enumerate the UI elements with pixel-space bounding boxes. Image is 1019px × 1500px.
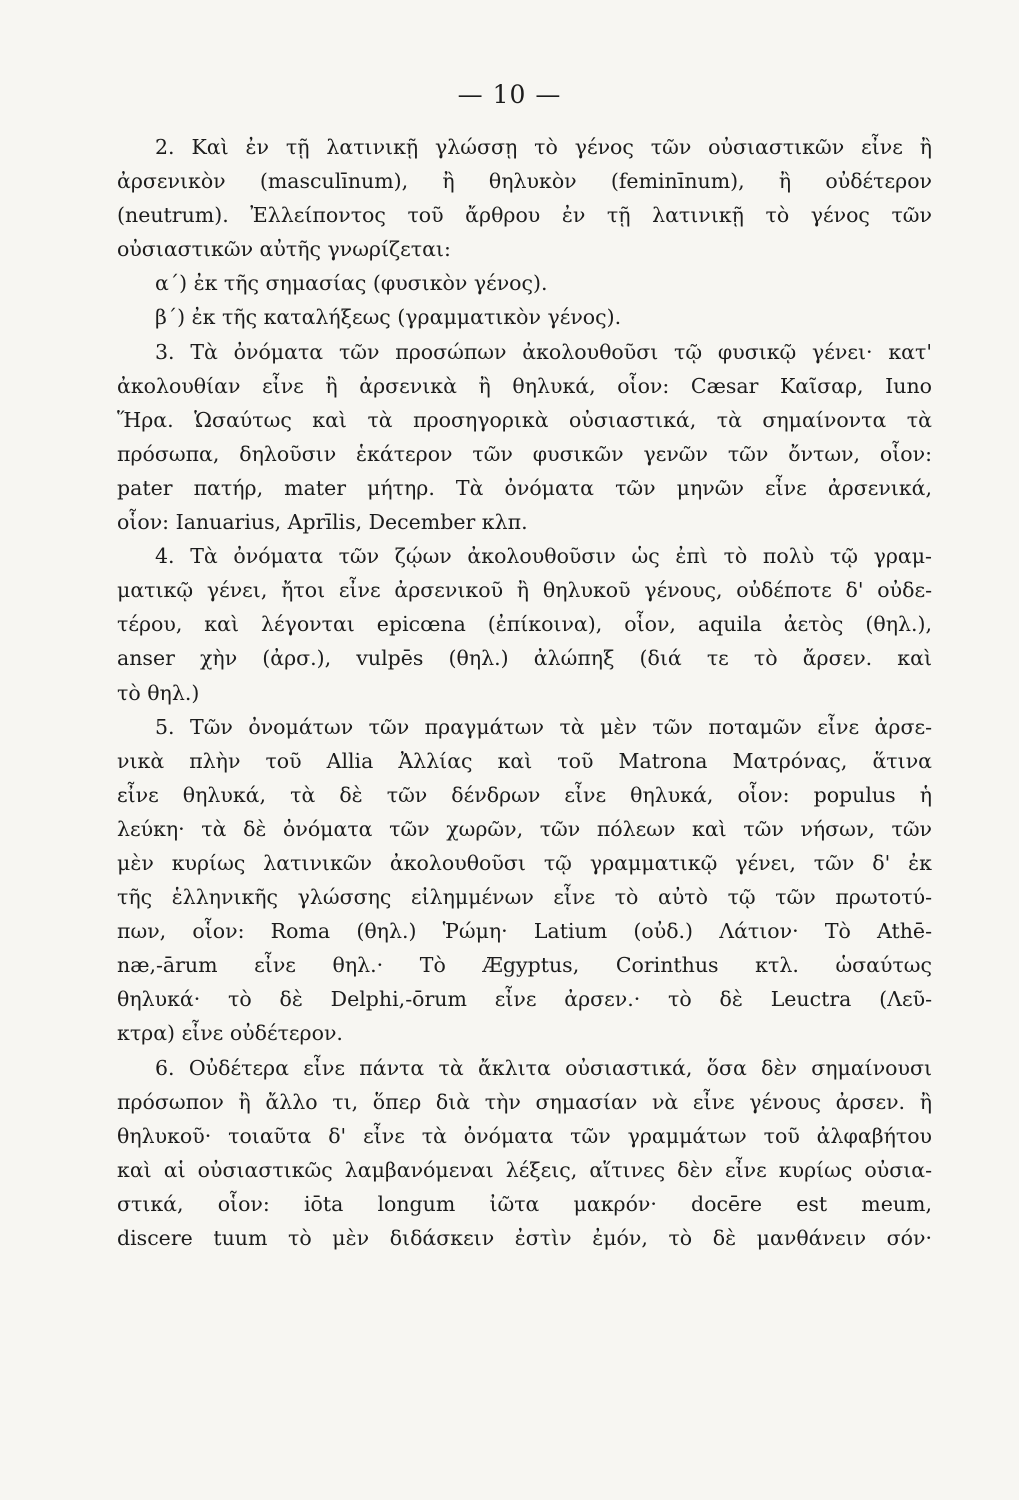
text-line: λεύκη· τὰ δὲ ὀνόματα τῶν χωρῶν, τῶν πόλεων καὶ τῶν νήσων, τῶν bbox=[117, 816, 932, 841]
text-line: Ἥρα. Ὡσαύτως καὶ τὰ προσηγορικὰ οὐσιαστικά, τὰ σημαίνοντα τὰ bbox=[117, 407, 932, 432]
text-line: νικὰ πλὴν τοῦ Allia Ἀλλίας καὶ τοῦ Matrona Ματρόνας, ἅτινα bbox=[117, 748, 932, 773]
text-line: 3. Τὰ ὀνόματα τῶν προσώπων ἀκολουθοῦσι τῷ φυσικῷ γένει· κατ' bbox=[155, 339, 932, 364]
text-line: (neutrum). Ἐλλείποντος τοῦ ἄρθρου ἐν τῇ λατινικῇ τὸ γένος τῶν bbox=[117, 203, 932, 228]
text-line: στικά, οἷον: iōta longum ἰῶτα μακρόν· docēre est meum, bbox=[117, 1191, 932, 1216]
text-line: οἷον: Ianuarius, Aprīlis, December κλπ. bbox=[117, 510, 528, 535]
paragraph-3 bbox=[117, 335, 932, 540]
text-line: 2. Καὶ ἐν τῇ λατινικῇ γλώσσῃ τὸ γένος τῶν οὐσιαστικῶν εἶνε ἢ bbox=[155, 135, 932, 159]
text-line: θηλυκά· τὸ δὲ Delphi,-ōrum εἶνε ἀρσεν.· τὸ δὲ Leuctra (Λεῦ- bbox=[117, 987, 932, 1012]
text-line: οὐσιαστικῶν αὐτῆς γνωρίζεται: bbox=[117, 237, 451, 262]
text-line: discere tuum τὸ μὲν διδάσκειν ἐστὶν ἐμόν, τὸ δὲ μανθάνειν σόν· bbox=[117, 1226, 932, 1250]
paragraph-5 bbox=[117, 710, 932, 1051]
text-line: τῆς ἑλληνικῆς γλώσσης εἰλημμένων εἶνε τὸ αὐτὸ τῷ τῶν πρωτοτύ- bbox=[117, 885, 932, 910]
text-line: μὲν κυρίως λατινικῶν ἀκολουθοῦσι τῷ γραμματικῷ γένει, τῶν δ' ἐκ bbox=[117, 850, 932, 875]
text-line: κτρα) εἶνε οὐδέτερον. bbox=[117, 1021, 343, 1046]
text-line: τὸ θηλ.) bbox=[117, 680, 200, 705]
list-item-a: α΄) ἐκ τῆς σημασίας (φυσικὸν γένος). bbox=[155, 271, 548, 296]
text-line: 6. Οὐδέτερα εἶνε πάντα τὰ ἄκλιτα οὐσιαστικά, ὅσα δὲν σημαίνουσι bbox=[155, 1055, 932, 1080]
list-item-b: β΄) ἐκ τῆς καταλήξεως (γραμματικὸν γένος). bbox=[155, 305, 622, 330]
text-line: καὶ αἱ οὐσιαστικῶς λαμβανόμεναι λέξεις, αἵτινες δὲν εἶνε κυρίως οὐσια- bbox=[117, 1157, 932, 1182]
text-line: 5. Τῶν ὀνομάτων τῶν πραγμάτων τὰ μὲν τῶν ποταμῶν εἶνε ἀρσε- bbox=[155, 714, 932, 739]
text-line: ἀκολουθίαν εἶνε ἢ ἀρσενικὰ ἢ θηλυκά, οἷον: Cæsar Καῖσαρ, Iuno bbox=[117, 373, 932, 398]
text-line: τέρου, καὶ λέγονται epicœna (ἐπίκοινα), οἷον, aquila ἀετὸς (θηλ.), bbox=[117, 612, 932, 637]
text-line: εἶνε θηλυκά, τὰ δὲ τῶν δένδρων εἶνε θηλυκά, οἷον: populus ἡ bbox=[117, 782, 932, 807]
text-line: ἀρσενικὸν (masculīnum), ἢ θηλυκὸν (feminīnum), ἢ οὐδέτερον bbox=[117, 169, 932, 194]
page-body bbox=[117, 130, 932, 1255]
text-line: næ,-ārum εἶνε θηλ.· Τὸ Ægyptus, Corinthus κτλ. ὡσαύτως bbox=[117, 953, 932, 978]
text-line: πρόσωπα, δηλοῦσιν ἑκάτερον τῶν φυσικῶν γενῶν τῶν ὄντων, οἷον: bbox=[117, 441, 932, 466]
text-line: θηλυκοῦ· τοιαῦτα δ' εἶνε τὰ ὀνόματα τῶν γραμμάτων τοῦ ἀλφαβήτου bbox=[117, 1123, 932, 1148]
paragraph-4 bbox=[117, 539, 932, 709]
text-line: pater πατήρ, mater μήτηρ. Τὰ ὀνόματα τῶν μηνῶν εἶνε ἀρσενικά, bbox=[117, 475, 932, 500]
text-line: πων, οἷον: Roma (θηλ.) Ῥώμη· Latium (οὐδ.) Λάτιον· Τὸ Athē- bbox=[117, 919, 932, 944]
text-line: ματικῷ γένει, ἤτοι εἶνε ἀρσενικοῦ ἢ θηλυκοῦ γένους, οὐδέποτε δ' οὐδε- bbox=[117, 578, 932, 603]
paragraph-6 bbox=[117, 1051, 932, 1256]
text-line: πρόσωπον ἢ ἄλλο τι, ὅπερ διὰ τὴν σημασίαν νὰ εἶνε γένους ἀρσεν. ἢ bbox=[117, 1089, 932, 1114]
text-line: anser χὴν (ἀρσ.), vulpēs (θηλ.) ἀλώπηξ (διά τε τὸ ἄρσεν. καὶ bbox=[117, 646, 932, 671]
text-line: 4. Τὰ ὀνόματα τῶν ζῴων ἀκολουθοῦσιν ὡς ἐπὶ τὸ πολὺ τῷ γραμ- bbox=[155, 544, 932, 569]
paragraph-2 bbox=[117, 130, 932, 266]
page-number: — 10 — bbox=[457, 80, 562, 109]
